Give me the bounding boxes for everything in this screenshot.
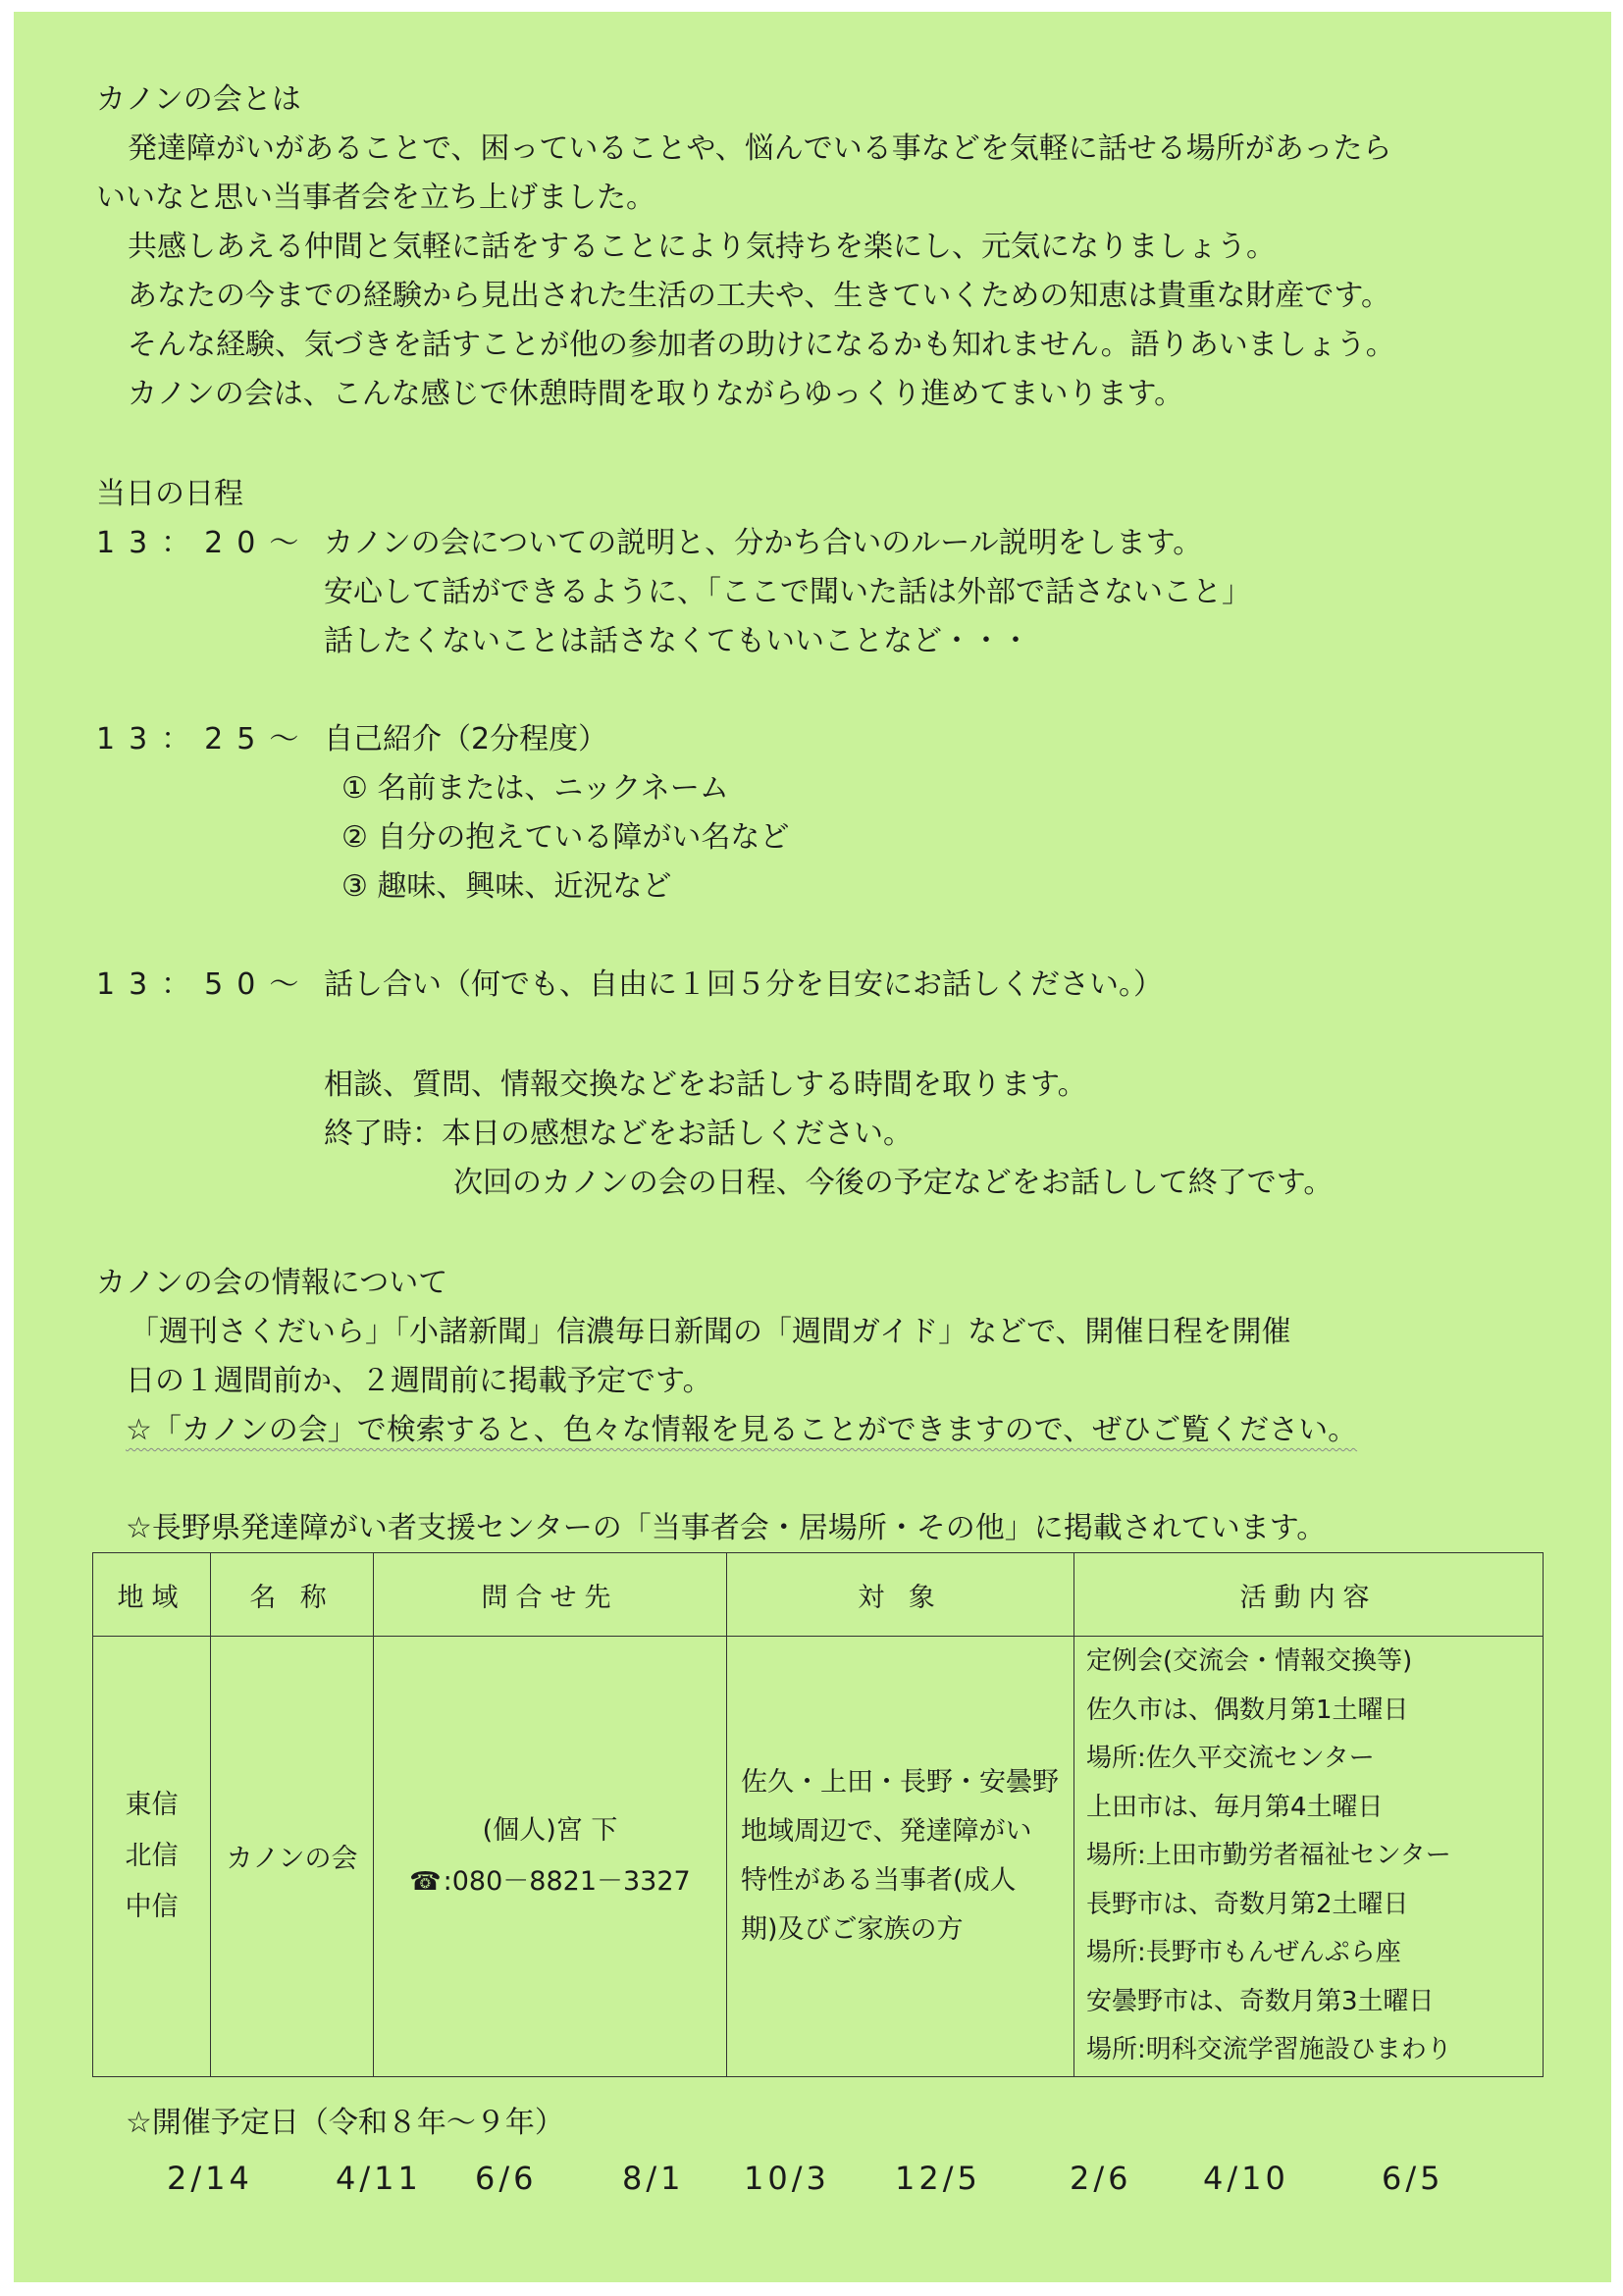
schedule-time: 13：50～ (96, 967, 313, 1002)
schedule-item: ③ 趣味、興味、近況など (341, 869, 672, 904)
date-item: 12/5 (895, 2160, 981, 2197)
schedule-line: 自己紹介（2分程度） (324, 722, 608, 757)
schedule-line: 相談、質問、情報交換などをお話しする時間を取ります。 (324, 1068, 1087, 1102)
table-header-row (93, 1553, 1544, 1637)
activity-line: 安曇野市は、奇数月第3土曜日 (1086, 1986, 1435, 2016)
table-row (93, 1637, 1544, 2077)
about-line: そんな経験、気づきを話すことが他の参加者の助けになるかも知れません。語りあいましょう。 (128, 328, 1395, 362)
header-name: 名 称 (211, 1553, 374, 1637)
activity-line: 場所:明科交流学習施設ひまわり (1086, 2035, 1452, 2064)
contact-cell (374, 1637, 727, 2077)
schedule-time: 13：25～ (96, 722, 313, 757)
dates-heading: ☆開催予定日（令和８年～９年） (126, 2106, 564, 2140)
search-note: ☆「カノンの会」で検索すると、色々な情報を見ることができますので、ぜひご覧ください。 (126, 1413, 1358, 1447)
schedule-time: 13：20～ (96, 526, 313, 560)
activity-line: 場所:佐久平交流センター (1086, 1744, 1375, 1773)
activity-line: 佐久市は、偶数月第1土曜日 (1086, 1695, 1409, 1725)
date-item: 4/10 (1203, 2160, 1289, 2197)
about-heading: カノンの会とは (96, 82, 301, 117)
about-line: カノンの会は、こんな感じで休憩時間を取りながらゆっくり進めてまいります。 (128, 377, 1184, 411)
target-line: 期)及びご家族の方 (741, 1913, 964, 1945)
phone-icon: ☎ (409, 1866, 442, 1897)
schedule-heading: 当日の日程 (96, 477, 243, 511)
target-cell (727, 1637, 1074, 2077)
date-item: 10/3 (744, 2160, 830, 2197)
target-line: 佐久・上田・長野・安曇野 (741, 1766, 1059, 1798)
schedule-line: 話したくないことは話さなくてもいいことなど・・・ (324, 624, 1030, 658)
header-area: 地域 (93, 1553, 211, 1637)
contact-phone[interactable]: :080－8821－3327 (443, 1865, 691, 1897)
header-contact: 問合せ先 (374, 1553, 727, 1637)
date-item: 2/14 (167, 2160, 253, 2197)
schedule-line: 次回のカノンの会の日程、今後の予定などをお話しして終了です。 (453, 1166, 1334, 1200)
schedule-line: カノンの会についての説明と、分かち合いのルール説明をします。 (324, 526, 1203, 560)
activity-line: 上田市は、毎月第4土曜日 (1086, 1792, 1384, 1822)
info-line: 日の１週間前か、２週間前に掲載予定です。 (126, 1364, 712, 1398)
about-line: 発達障がいがあることで、困っていることや、悩んでいる事などを気軽に話せる場所があったら (128, 131, 1392, 166)
about-line: 共感しあえる仲間と気軽に話をすることにより気持ちを楽にし、元気になりましょう。 (128, 230, 1276, 264)
activity-line: 場所:上田市勤労者福祉センター (1086, 1841, 1451, 1870)
schedule-line: 話し合い（何でも、自由に１回５分を目安にお話しください。） (324, 967, 1163, 1002)
contact-person: (個人)宮 下 (482, 1814, 618, 1846)
area-cell (93, 1637, 211, 2077)
group-info-table (92, 1552, 1544, 2077)
info-line: 「週刊さくだいら」「小諸新聞」信濃毎日新聞の「週間ガイド」などで、開催日程を開催 (130, 1315, 1291, 1349)
date-item: 6/6 (475, 2160, 538, 2197)
info-heading: カノンの会の情報について (96, 1266, 448, 1300)
group-name-cell: カノンの会 (211, 1637, 374, 2077)
activity-line: 長野市は、奇数月第2土曜日 (1086, 1889, 1409, 1919)
target-line: 地域周辺で、発達障がい (741, 1815, 1032, 1847)
activity-line: 場所:長野市もんぜんぷら座 (1086, 1938, 1401, 1967)
target-line: 特性がある当事者(成人 (741, 1864, 1017, 1896)
activity-line: 定例会(交流会・情報交換等) (1086, 1646, 1413, 1676)
about-line: いいなと思い当事者会を立ち上げました。 (96, 181, 655, 215)
area-item: 東信 (125, 1789, 179, 1820)
area-item: 中信 (125, 1891, 179, 1922)
schedule-line: 終了時：本日の感想などをお話しください。 (324, 1117, 913, 1151)
schedule-item: ② 自分の抱えている障がい名など (341, 820, 790, 855)
header-activities: 活動内容 (1074, 1553, 1544, 1637)
date-item: 8/1 (622, 2160, 685, 2197)
date-item: 4/11 (336, 2160, 422, 2197)
header-target: 対 象 (727, 1553, 1074, 1637)
activities-cell (1074, 1637, 1544, 2077)
schedule-item: ① 名前または、ニックネーム (341, 771, 729, 806)
about-line: あなたの今までの経験から見出された生活の工夫や、生きていくための知恵は貴重な財産です。 (128, 279, 1390, 313)
contact-phone-line (375, 1856, 725, 1907)
area-item: 北信 (125, 1840, 179, 1871)
schedule-line: 安心して話ができるように、「ここで聞いた話は外部で話さないこと」 (324, 575, 1251, 609)
date-item: 6/5 (1382, 2160, 1444, 2197)
center-note: ☆長野県発達障がい者支援センターの「当事者会・居場所・その他」に掲載されています。 (126, 1511, 1327, 1545)
date-item: 2/6 (1070, 2160, 1132, 2197)
